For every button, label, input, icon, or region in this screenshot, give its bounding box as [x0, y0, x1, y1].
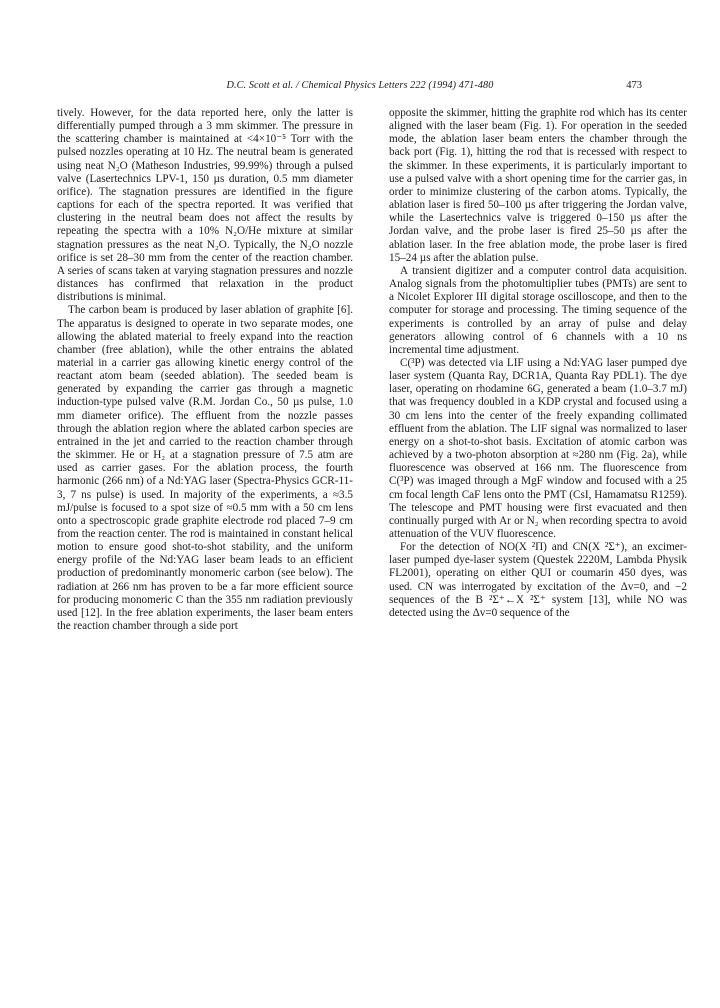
paragraph: tively. However, for the data reported here, only the latter is differentially pumped through a 3 mm skimmer. The pressure in the scattering chamber is maintained at <4×10⁻⁵ Torr with the pulsed nozzles operating at 10 Hz. The neutral beam is generated using neat N₂O (Matheson Industries, 99.99%) through a pulsed valve (Lasertechnics LPV-1, 150 µs duration, 0.5 mm diameter orifice). The stagnation pressures are identified in the figure captions for each of the spectra reported. It was verified that clustering in the neutral beam does not affect the results by repeating the spectra with a 10% N₂O/He mixture at similar stagnation pressures as the neat N₂O. Typically, the N₂O nozzle orifice is set 28–30 mm from the center of the reaction chamber. A series of scans taken at varying stagnation pressures and nozzle distances has confirmed that relaxation in the product distributions is minimal.: [57, 107, 353, 304]
page-header: [0, 80, 720, 96]
paragraph: The carbon beam is produced by laser ablation of graphite [6]. The apparatus is designed to operate in two separate modes, one allowing the ablated material to freely expand into the reaction chamber (free ablation), while the other entrains the ablated material in a carrier gas allowing kinetic energy control of the reactant atom beam (seeded ablation). The seeded beam is generated by expanding the carrier gas through a magnetic induction-type pulsed valve (R.M. Jordan Co., 50 µs pulse, 1.0 mm diameter orifice). The effluent from the nozzle passes through the ablation region where the ablated carbon species are entrained in the jet and carried to the reaction chamber through the skimmer. He or H₂ at a stagnation pressure of 7.5 atm are used as carrier gases. For the ablation process, the fourth harmonic (266 nm) of a Nd:YAG laser (Spectra-Physics GCR-11-3, 7 ns pulse) is used. In majority of the experiments, a ≈3.5 mJ/pulse is focused to a spot size of ≈0.5 mm with a 50 cm lens onto a spectroscopic grade graphite electrode rod placed 7–9 cm from the reaction center. The rod is maintained in constant helical motion to ensure good shot-to-shot stability, and the uniform energy profile of the Nd:YAG laser beam leads to an efficient production of predominantly monomeric carbon (see below). The radiation at 266 nm has proven to be a far more efficient source for producing monomeric C than the 355 nm radiation previously used [12]. In the free ablation experiments, the laser beam enters the reaction chamber through a side port: [57, 304, 353, 633]
paragraph: opposite the skimmer, hitting the graphite rod which has its center aligned with the laser beam (Fig. 1). For operation in the seeded mode, the ablation laser beam enters the chamber through the back port (Fig. 1), hitting the rod that is recessed with respect to the skimmer. In these experiments, it is particularly important to use a pulsed valve with a short opening time for the carrier gas, in order to minimize clustering of the carbon atoms. Typically, the ablation laser is fired 50–100 µs after triggering the Jordan valve, while the Lasertechnics valve is triggered 0–150 µs after the Jordan valve, and the probe laser is fired 25–50 µs after the ablation laser. In the free ablation mode, the probe laser is fired 15–24 µs after the ablation pulse.: [389, 107, 687, 264]
paragraph: For the detection of NO(X ²Π) and CN(X ²Σ⁺), an excimer-laser pumped dye-laser system (Questek 2220M, Lambda Physik FL2001), operating on either QUI or coumarin 450 dyes, was used. CN was interrogated by excitation of the Δv=0, and −2 sequences of the B ²Σ⁺←X ²Σ⁺ system [13], while NO was detected using the Δv=0 sequence of the: [389, 541, 687, 619]
left-column: [57, 107, 353, 633]
running-head: D.C. Scott et al. / Chemical Physics Letters 222 (1994) 471-480: [226, 80, 494, 91]
paragraph: A transient digitizer and a computer control data acquisition. Analog signals from the photomultiplier tubes (PMTs) are sent to a Nicolet Explorer III digital storage oscilloscope, and then to the computer for storage and processing. The timing sequence of the experiments is controlled by an array of pulse and delay generators allowing control of 6 channels with a 10 ns incremental time adjustment.: [389, 264, 687, 356]
page-number: 473: [626, 80, 642, 91]
paragraph: C(³P) was detected via LIF using a Nd:YAG laser pumped dye laser system (Quanta Ray, DCR1A, Quanta Ray PDL1). The dye laser, operating on rhodamine 6G, generated a beam (1.0–3.7 mJ) that was frequency doubled in a KDP crystal and focused using a 30 cm lens into the center of the freely expanding collimated effluent from the ablation. The LIF signal was normalized to laser energy on a shot-to-shot basis. Excitation of atomic carbon was achieved by a two-photon absorption at ≈280 nm (Fig. 2a), while fluorescence was observed at 166 nm. The fluorescence from C(³P) was imaged through a MgF window and focused with a 25 cm focal length CaF lens onto the PMT (CsI, Hamamatsu R1259). The telescope and PMT housing were first evacuated and then continually purged with Ar or N₂ when recording spectra to avoid attenuation of the VUV fluorescence.: [389, 356, 687, 540]
right-column: [389, 107, 687, 620]
